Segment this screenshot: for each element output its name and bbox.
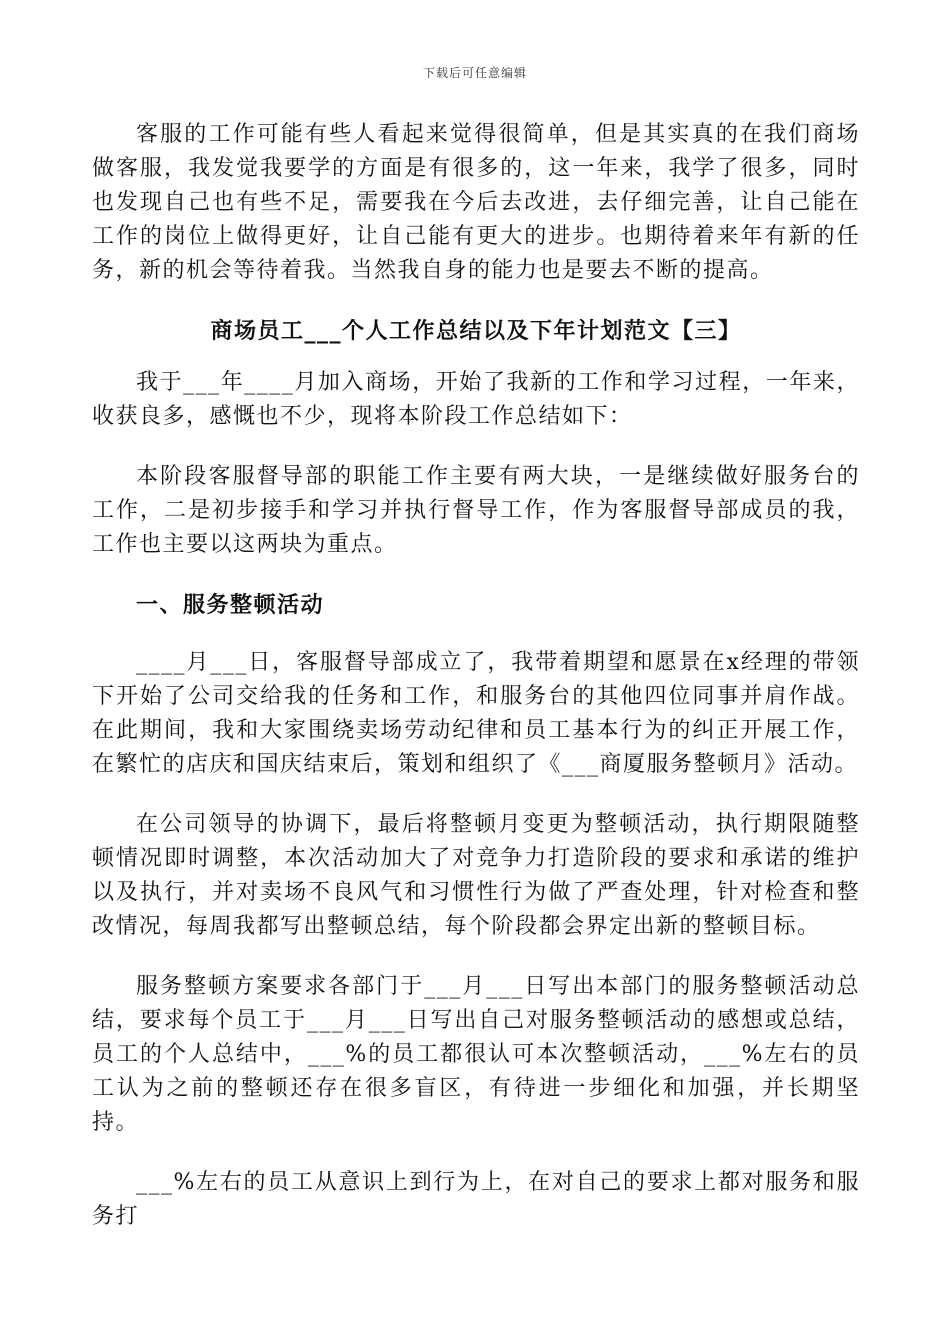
heading-service-rectification: 一、服务整顿活动 (136, 592, 325, 618)
document-body (92, 118, 860, 1260)
page-header: 下载后可任意编辑 (422, 66, 527, 80)
paragraph-employee-awareness: ___%左右的员工从意识上到行为上，在对自己的要求上都对服务和服务打 (92, 1170, 860, 1229)
paragraph-rectification-plan: 服务整顿方案要求各部门于___月___日写出本部门的服务整顿活动总结，要求每个员工于___月___日写出自己对服务整顿活动的感想或总结，员工的个人总结中，___%的员工都很认可本次整顿活动，___%左右的员工认为之前的整顿还存在很多盲区，有待进一步细化和加强，并长期坚持。 (92, 974, 860, 1135)
paragraph-department-duties: 本阶段客服督导部的职能工作主要有两大块，一是继续做好服务台的工作，二是初步接手和学习并执行督导工作，作为客服督导部成员的我，工作也主要以这两块为重点。 (92, 464, 860, 557)
intro-paragraph: 客服的工作可能有些人看起来觉得很简单，但是其实真的在我们商场做客服，我发觉我要学的方面是有很多的，这一年来，我学了很多，同时也发现自己也有些不足，需要我在今后去改进，去仔细完善，让自己能在工作的岗位上做得更好，让自己能有更大的进步。也期待着来年有新的任务，新的机会等待着我。当然我自身的能力也是要去不断的提高。 (92, 122, 860, 283)
paragraph-join-date: 我于___年____月加入商场，开始了我新的工作和学习过程，一年来，收获良多，感慨也不少，现将本阶段工作总结如下： (92, 370, 860, 429)
section-title: 商场员工___个人工作总结以及下年计划范文【三】 (210, 318, 742, 344)
paragraph-rectification-activity: 在公司领导的协调下，最后将整顿月变更为整顿活动，执行期限随整顿情况即时调整，本次活动加大了对竞争力打造阶段的要求和承诺的维护以及执行，并对卖场不良风气和习惯性行为做了严查处理，针对检查和整改情况，每周我都写出整顿总结，每个阶段都会界定出新的整顿目标。 (92, 812, 860, 939)
paragraph-department-founded: ____月___日，客服督导部成立了，我带着期望和愿景在x经理的带领下开始了公司交给我的任务和工作，和服务台的其他四位同事并肩作战。在此期间，我和大家围绕卖场劳动纪律和员工基本行为的纠正开展工作，在繁忙的店庆和国庆结束后，策划和组织了《___商厦服务整顿月》活动。 (92, 650, 860, 777)
